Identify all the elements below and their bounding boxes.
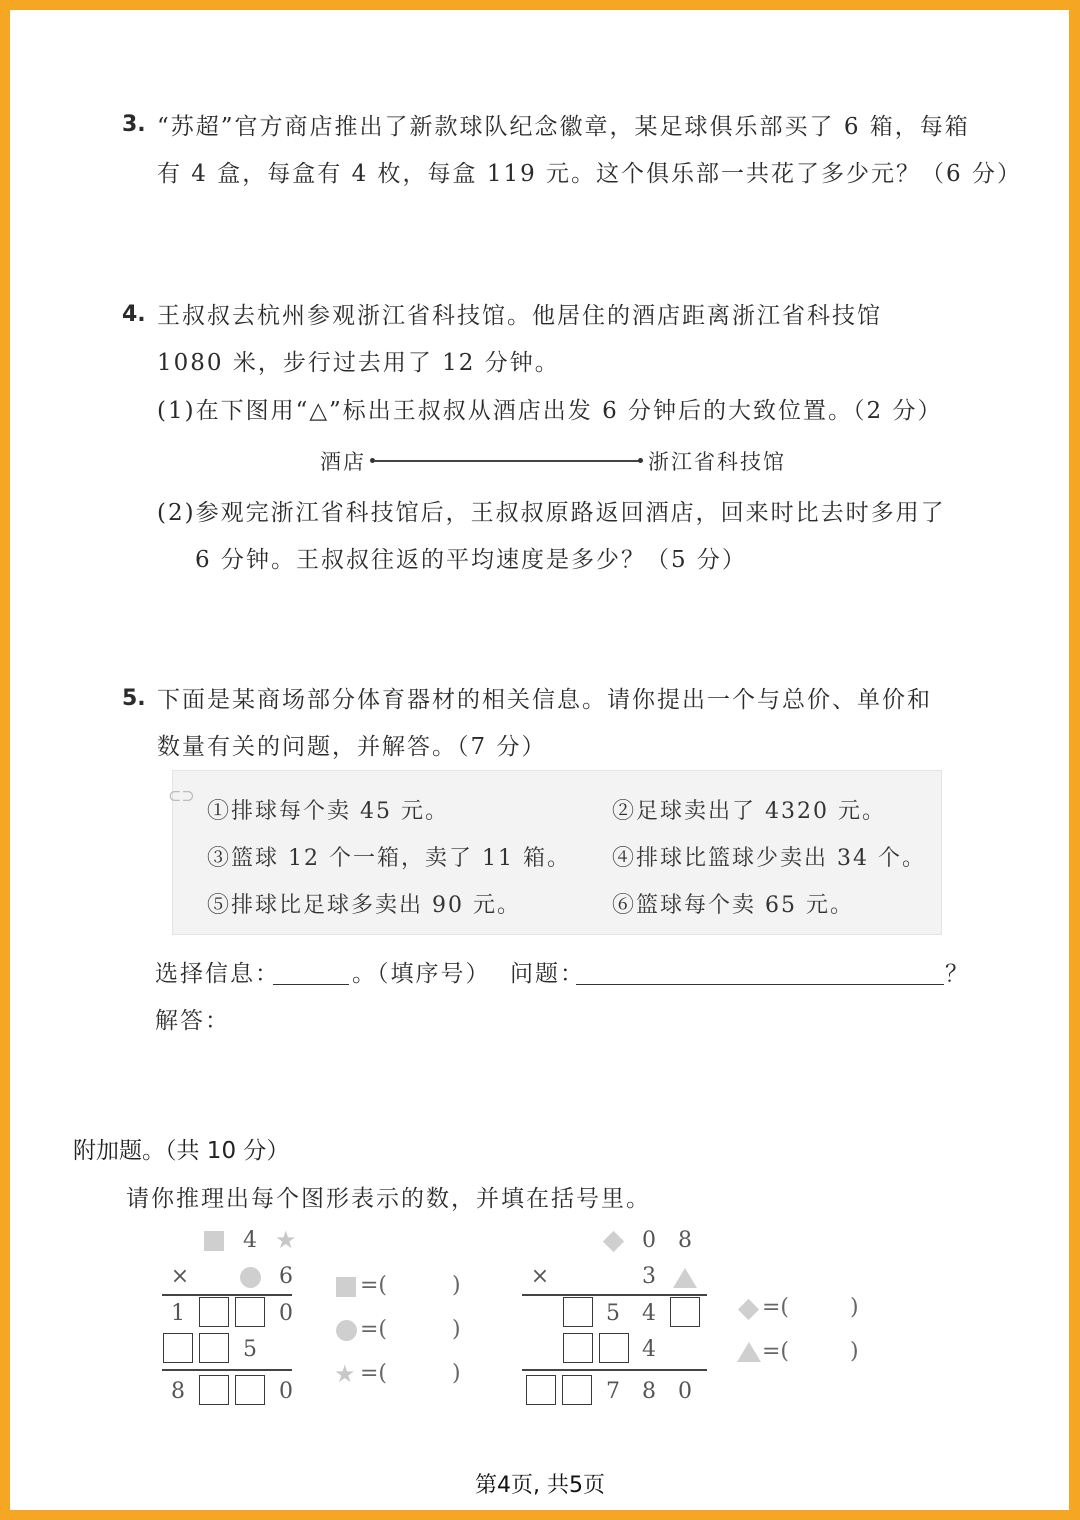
q5-line1: 下面是某商场部分体育器材的相关信息。请你提出一个与总价、单价和: [157, 687, 932, 713]
digit: 0: [678, 1379, 692, 1404]
answer-box[interactable]: [163, 1333, 193, 1363]
q4-number: 4.: [122, 302, 146, 327]
rule-line: [162, 1369, 292, 1371]
digit: 6: [279, 1264, 293, 1289]
question-end-mark: ？: [945, 961, 970, 987]
digit: 8: [642, 1379, 656, 1404]
times-sign: ×: [170, 1264, 190, 1289]
q4-sub1: (1)在下图用“△”标出王叔叔从酒店出发 6 分钟后的大致位置。（2 分）: [157, 398, 943, 424]
answer-box[interactable]: [199, 1375, 229, 1405]
museum-label: 浙江省科技馆: [648, 450, 786, 474]
clip-icon: ⊂⊃: [168, 786, 195, 805]
info-item-5: ⑤排球比足球多卖出 90 元。: [207, 893, 521, 918]
digit: 4: [642, 1301, 656, 1326]
digit: 8: [171, 1379, 185, 1404]
answer-box[interactable]: [235, 1375, 265, 1405]
answer-label: 解答：: [155, 1008, 230, 1034]
question-blank[interactable]: [576, 984, 944, 985]
digit: 0: [642, 1228, 656, 1253]
eq-close[interactable]: ): [452, 1317, 461, 1342]
eq-open: =(: [762, 1339, 790, 1364]
q3-number: 3.: [122, 112, 146, 137]
info-item-1: ①排球每个卖 45 元。: [207, 799, 449, 824]
q4-line1: 王叔叔去杭州参观浙江省科技馆。他居住的酒店距离浙江省科技馆: [157, 303, 882, 329]
select-info-label: 选择信息：: [155, 961, 280, 987]
select-info-suffix: 。（填序号）: [352, 961, 491, 987]
answer-box[interactable]: [670, 1297, 700, 1327]
q3-line2: 有 4 盒，每盒有 4 枚，每盒 119 元。这个俱乐部一共花了多少元？（6 分）: [157, 161, 1022, 187]
answer-box[interactable]: [199, 1297, 229, 1327]
eq-open: =(: [762, 1295, 790, 1320]
route-line: [374, 460, 640, 462]
info-item-3: ③篮球 12 个一箱，卖了 11 箱。: [207, 846, 571, 871]
diamond-shape-icon: [606, 1234, 621, 1253]
answer-box[interactable]: [563, 1333, 593, 1363]
info-item-2: ②足球卖出了 4320 元。: [612, 799, 886, 824]
answer-box[interactable]: [199, 1333, 229, 1363]
digit: 1: [171, 1301, 185, 1326]
star-shape-icon: ★: [334, 1360, 356, 1388]
digit: 0: [279, 1379, 293, 1404]
answer-box[interactable]: [563, 1297, 593, 1327]
eq-close[interactable]: ): [850, 1295, 859, 1320]
digit: 4: [243, 1228, 257, 1253]
rule-line: [162, 1294, 292, 1296]
answer-box[interactable]: [235, 1297, 265, 1327]
triangle-shape-icon: [673, 1268, 697, 1292]
q4-line2: 1080 米，步行过去用了 12 分钟。: [157, 350, 560, 376]
answer-box[interactable]: [562, 1375, 592, 1405]
answer-box[interactable]: [599, 1333, 629, 1363]
rule-line: [522, 1294, 707, 1296]
page-footer: 第4页, 共5页: [475, 1473, 605, 1498]
bonus-instruction: 请你推理出每个图形表示的数，并填在括号里。: [126, 1186, 651, 1212]
digit: 3: [642, 1264, 656, 1289]
info-item-4: ④排球比篮球少卖出 34 个。: [612, 846, 926, 871]
eq-close[interactable]: ): [452, 1273, 461, 1298]
museum-dot: [638, 458, 643, 463]
square-shape-icon: [336, 1277, 356, 1301]
digit: 4: [642, 1337, 656, 1362]
times-sign: ×: [530, 1264, 550, 1289]
eq-close[interactable]: ): [452, 1361, 461, 1386]
question-label: 问题：: [510, 961, 585, 987]
star-shape-icon: ★: [275, 1226, 297, 1254]
q4-sub2-line1: (2)参观完浙江省科技馆后，王叔叔原路返回酒店，回来时比去时多用了: [157, 500, 946, 526]
eq-open: =(: [360, 1273, 388, 1298]
digit: 5: [243, 1337, 257, 1362]
rule-line: [522, 1369, 707, 1371]
diamond-shape-icon: [741, 1302, 756, 1321]
eq-open: =(: [360, 1317, 388, 1342]
q5-line2: 数量有关的问题，并解答。（7 分）: [157, 734, 547, 760]
q4-sub2-line2: 6 分钟。王叔叔往返的平均速度是多少？（5 分）: [195, 547, 747, 573]
eq-close[interactable]: ): [850, 1339, 859, 1364]
digit: 8: [678, 1228, 692, 1253]
info-item-6: ⑥篮球每个卖 65 元。: [612, 893, 854, 918]
q3-line1: “苏超”官方商店推出了新款球队纪念徽章，某足球俱乐部买了 6 箱，每箱: [157, 114, 970, 140]
square-shape-icon: [204, 1231, 224, 1255]
eq-open: =(: [360, 1361, 388, 1386]
digit: 5: [606, 1301, 620, 1326]
circle-shape-icon: [240, 1267, 261, 1292]
digit: 0: [279, 1301, 293, 1326]
select-info-blank[interactable]: [273, 984, 349, 985]
answer-box[interactable]: [526, 1375, 556, 1405]
triangle-shape-icon: [737, 1342, 761, 1366]
digit: 7: [606, 1379, 620, 1404]
bonus-title: 附加题。（共 10 分）: [73, 1138, 290, 1164]
hotel-label: 酒店: [320, 450, 366, 474]
circle-shape-icon: [336, 1320, 357, 1345]
q5-number: 5.: [122, 686, 146, 711]
